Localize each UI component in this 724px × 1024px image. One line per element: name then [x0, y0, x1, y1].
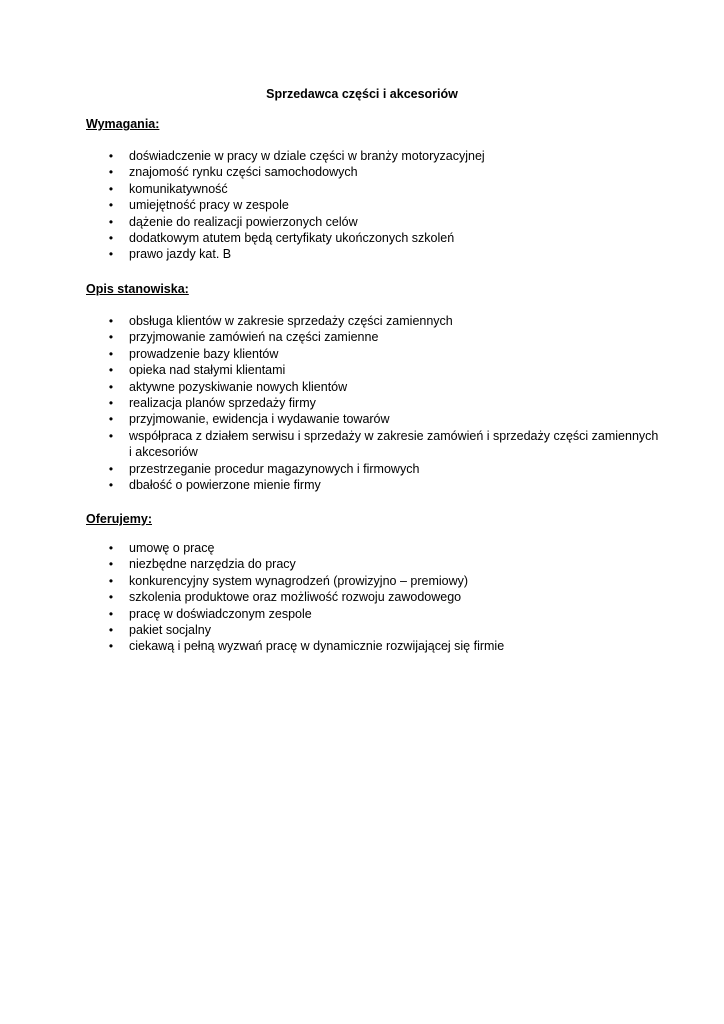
list-item	[0, 411, 724, 427]
bullet-icon: •	[108, 314, 114, 328]
bullet-icon: •	[108, 639, 114, 654]
bullet-icon: •	[108, 330, 114, 345]
bullet-icon: •	[108, 363, 114, 378]
list-item	[0, 461, 724, 477]
bullet-icon: •	[108, 247, 114, 262]
list-item	[0, 638, 724, 654]
list-item-text: umiejętność pracy w zespole	[129, 198, 289, 213]
bullet-icon: •	[108, 606, 114, 621]
list-item-text: niezbędne narzędzia do pracy	[129, 557, 296, 572]
list-opis-stanowiska	[0, 313, 724, 493]
list-item-text: doświadczenie w pracy w dziale części w branży motoryzacyjnej	[129, 149, 485, 163]
list-item-text: obsługa klientów w zakresie sprzedaży części zamiennych	[129, 314, 453, 328]
list-item-text: umowę o pracę	[129, 541, 215, 555]
bullet-icon: •	[108, 231, 114, 246]
bullet-icon: •	[108, 181, 114, 196]
list-item	[0, 164, 724, 180]
document-title: Sprzedawca części i akcesoriów	[266, 87, 458, 101]
list-item-text: znajomość rynku części samochodowych	[129, 165, 358, 180]
list-item	[0, 362, 724, 378]
list-item-text: przyjmowanie zamówień na części zamienne	[129, 330, 379, 345]
list-item-text: dążenie do realizacji powierzonych celów	[129, 214, 358, 229]
list-item	[0, 622, 724, 638]
list-item-text: dbałość o powierzone mienie firmy	[129, 478, 321, 493]
list-oferujemy	[0, 540, 724, 655]
list-item	[0, 214, 724, 230]
bullet-icon: •	[108, 412, 114, 427]
list-item-text: ciekawą i pełną wyzwań pracę w dynamicznie rozwijającej się firmie	[129, 639, 505, 654]
list-item-text: pracę w doświadczonym zespole	[129, 606, 312, 621]
list-item	[0, 197, 724, 213]
list-item-text: realizacja planów sprzedaży firmy	[129, 396, 316, 411]
bullet-icon: •	[108, 590, 114, 605]
list-item-text: dodatkowym atutem będą certyfikaty ukończonych szkoleń	[129, 231, 455, 246]
list-item	[0, 246, 724, 262]
bullet-icon: •	[108, 541, 114, 555]
bullet-icon: •	[108, 461, 114, 476]
heading-oferujemy: Oferujemy:	[86, 512, 152, 526]
list-item-text: przyjmowanie, ewidencja i wydawanie towarów	[129, 412, 390, 427]
list-item-text: konkurencyjny system wynagrodzeń (prowizyjno – premiowy)	[129, 573, 469, 588]
list-item	[0, 230, 724, 246]
bullet-icon: •	[108, 198, 114, 213]
bullet-icon: •	[108, 557, 114, 572]
list-item	[0, 148, 724, 164]
list-item	[0, 556, 724, 572]
heading-opis-stanowiska: Opis stanowiska:	[86, 282, 189, 296]
list-item-text: współpraca z działem serwisu i sprzedaży w zakresie zamówień i sprzedaży części zamiennych i akcesoriów	[129, 428, 659, 460]
bullet-icon: •	[108, 379, 114, 394]
list-item-text: aktywne pozyskiwanie nowych klientów	[129, 379, 348, 394]
list-item	[0, 379, 724, 395]
list-item	[0, 589, 724, 605]
list-item-text: komunikatywność	[129, 181, 228, 196]
bullet-icon: •	[108, 428, 114, 443]
bullet-icon: •	[108, 214, 114, 229]
bullet-icon: •	[108, 396, 114, 411]
list-item	[0, 606, 724, 622]
list-item-text: prawo jazdy kat. B	[129, 247, 232, 262]
bullet-icon: •	[108, 478, 114, 493]
list-item-text: szkolenia produktowe oraz możliwość rozwoju zawodowego	[129, 590, 462, 605]
list-item-text: prowadzenie bazy klientów	[129, 346, 279, 361]
bullet-icon: •	[108, 623, 114, 638]
bullet-icon: •	[108, 346, 114, 361]
list-item	[0, 428, 724, 461]
list-item	[0, 181, 724, 197]
list-item-text: przestrzeganie procedur magazynowych i firmowych	[129, 461, 420, 476]
list-item-text: opieka nad stałymi klientami	[129, 363, 286, 378]
heading-wymagania: Wymagania:	[86, 117, 160, 131]
bullet-icon: •	[108, 573, 114, 588]
bullet-icon: •	[108, 165, 114, 180]
list-item	[0, 477, 724, 493]
list-item	[0, 313, 724, 329]
list-item	[0, 573, 724, 589]
bullet-icon: •	[108, 149, 114, 163]
list-item	[0, 395, 724, 411]
list-item	[0, 346, 724, 362]
list-item	[0, 540, 724, 556]
list-wymagania	[0, 148, 724, 263]
list-item	[0, 329, 724, 345]
list-item-text: pakiet socjalny	[129, 623, 211, 638]
